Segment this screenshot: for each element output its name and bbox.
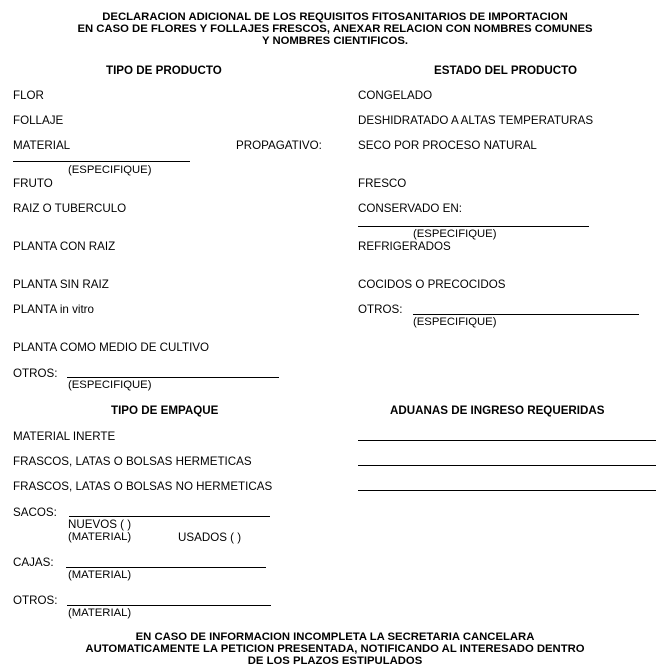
footer-line-1: EN CASO DE INFORMACION INCOMPLETA LA SECRETARIA CANCELARA: [135, 631, 535, 643]
otros-empaque-line[interactable]: [67, 605, 271, 606]
planta-con-raiz-option: PLANTA CON RAIZ: [13, 240, 116, 253]
material-inerte-option: MATERIAL INERTE: [13, 430, 116, 443]
refrigerados-option: REFRIGERADOS: [358, 240, 451, 253]
aduana-line-1[interactable]: [358, 440, 656, 441]
deshidratado-option: DESHIDRATADO A ALTAS TEMPERATURAS: [358, 114, 594, 127]
header-line-3: Y NOMBRES CIENTIFICOS.: [261, 35, 409, 47]
otros-empaque-caption: (MATERIAL): [68, 607, 132, 619]
aduana-line-3[interactable]: [358, 490, 656, 491]
otros-producto-label: OTROS:: [13, 367, 58, 380]
flor-option: FLOR: [13, 89, 44, 102]
tipo-producto-heading: TIPO DE PRODUCTO: [106, 64, 222, 77]
aduana-line-2[interactable]: [358, 465, 656, 466]
tipo-empaque-heading: TIPO DE EMPAQUE: [111, 404, 219, 417]
seco-option: SECO POR PROCESO NATURAL: [358, 139, 537, 152]
otros-estado-label: OTROS:: [358, 303, 403, 316]
planta-medio-option: PLANTA COMO MEDIO DE CULTIVO: [13, 341, 210, 354]
conservado-line[interactable]: [358, 226, 589, 227]
raiz-option: RAIZ O TUBERCULO: [13, 202, 127, 215]
material-specify-line[interactable]: [13, 161, 190, 162]
usados-option[interactable]: USADOS ( ): [178, 531, 242, 544]
footer-line-2: AUTOMATICAMENTE LA PETICION PRESENTADA, NOTIFICANDO AL INTERESADO DENTRO: [85, 643, 585, 655]
aduanas-heading: ADUANAS DE INGRESO REQUERIDAS: [390, 404, 605, 417]
conservado-label: CONSERVADO EN:: [358, 202, 462, 215]
cajas-line[interactable]: [66, 567, 266, 568]
material-specify-caption: (ESPECIFIQUE): [68, 164, 152, 176]
otros-producto-line[interactable]: [67, 377, 279, 378]
otros-estado-line[interactable]: [413, 314, 639, 315]
cocidos-option: COCIDOS O PRECOCIDOS: [358, 278, 506, 291]
material-option: MATERIAL: [13, 139, 71, 152]
hermeticas-option: FRASCOS, LATAS O BOLSAS HERMETICAS: [13, 455, 252, 468]
fruto-option: FRUTO: [13, 177, 53, 190]
no-hermeticas-option: FRASCOS, LATAS O BOLSAS NO HERMETICAS: [13, 480, 273, 493]
fresco-option: FRESCO: [358, 177, 407, 190]
planta-sin-raiz-option: PLANTA SIN RAIZ: [13, 278, 109, 291]
otros-estado-caption: (ESPECIFIQUE): [413, 316, 497, 328]
planta-in-vitro-option: PLANTA in vitro: [13, 303, 94, 316]
otros-producto-caption: (ESPECIFIQUE): [68, 379, 152, 391]
sacos-line[interactable]: [69, 516, 270, 517]
cajas-label: CAJAS:: [13, 556, 54, 569]
header-line-1: DECLARACION ADICIONAL DE LOS REQUISITOS FITOSANITARIOS DE IMPORTACION: [102, 11, 568, 23]
cajas-material-caption: (MATERIAL): [68, 569, 132, 581]
nuevos-option[interactable]: NUEVOS ( ): [68, 518, 132, 531]
header-line-2: EN CASO DE FLORES Y FOLLAJES FRESCOS, ANEXAR RELACION CON NOMBRES COMUNES: [77, 23, 593, 35]
otros-empaque-label: OTROS:: [13, 594, 58, 607]
follaje-option: FOLLAJE: [13, 114, 64, 127]
sacos-material-caption: (MATERIAL): [68, 531, 132, 543]
sacos-label: SACOS:: [13, 506, 57, 519]
congelado-option: CONGELADO: [358, 89, 433, 102]
conservado-caption: (ESPECIFIQUE): [413, 228, 497, 240]
propagativo-label: PROPAGATIVO:: [236, 139, 322, 152]
footer-line-3: DE LOS PLAZOS ESTIPULADOS: [247, 655, 423, 667]
estado-producto-heading: ESTADO DEL PRODUCTO: [434, 64, 578, 77]
